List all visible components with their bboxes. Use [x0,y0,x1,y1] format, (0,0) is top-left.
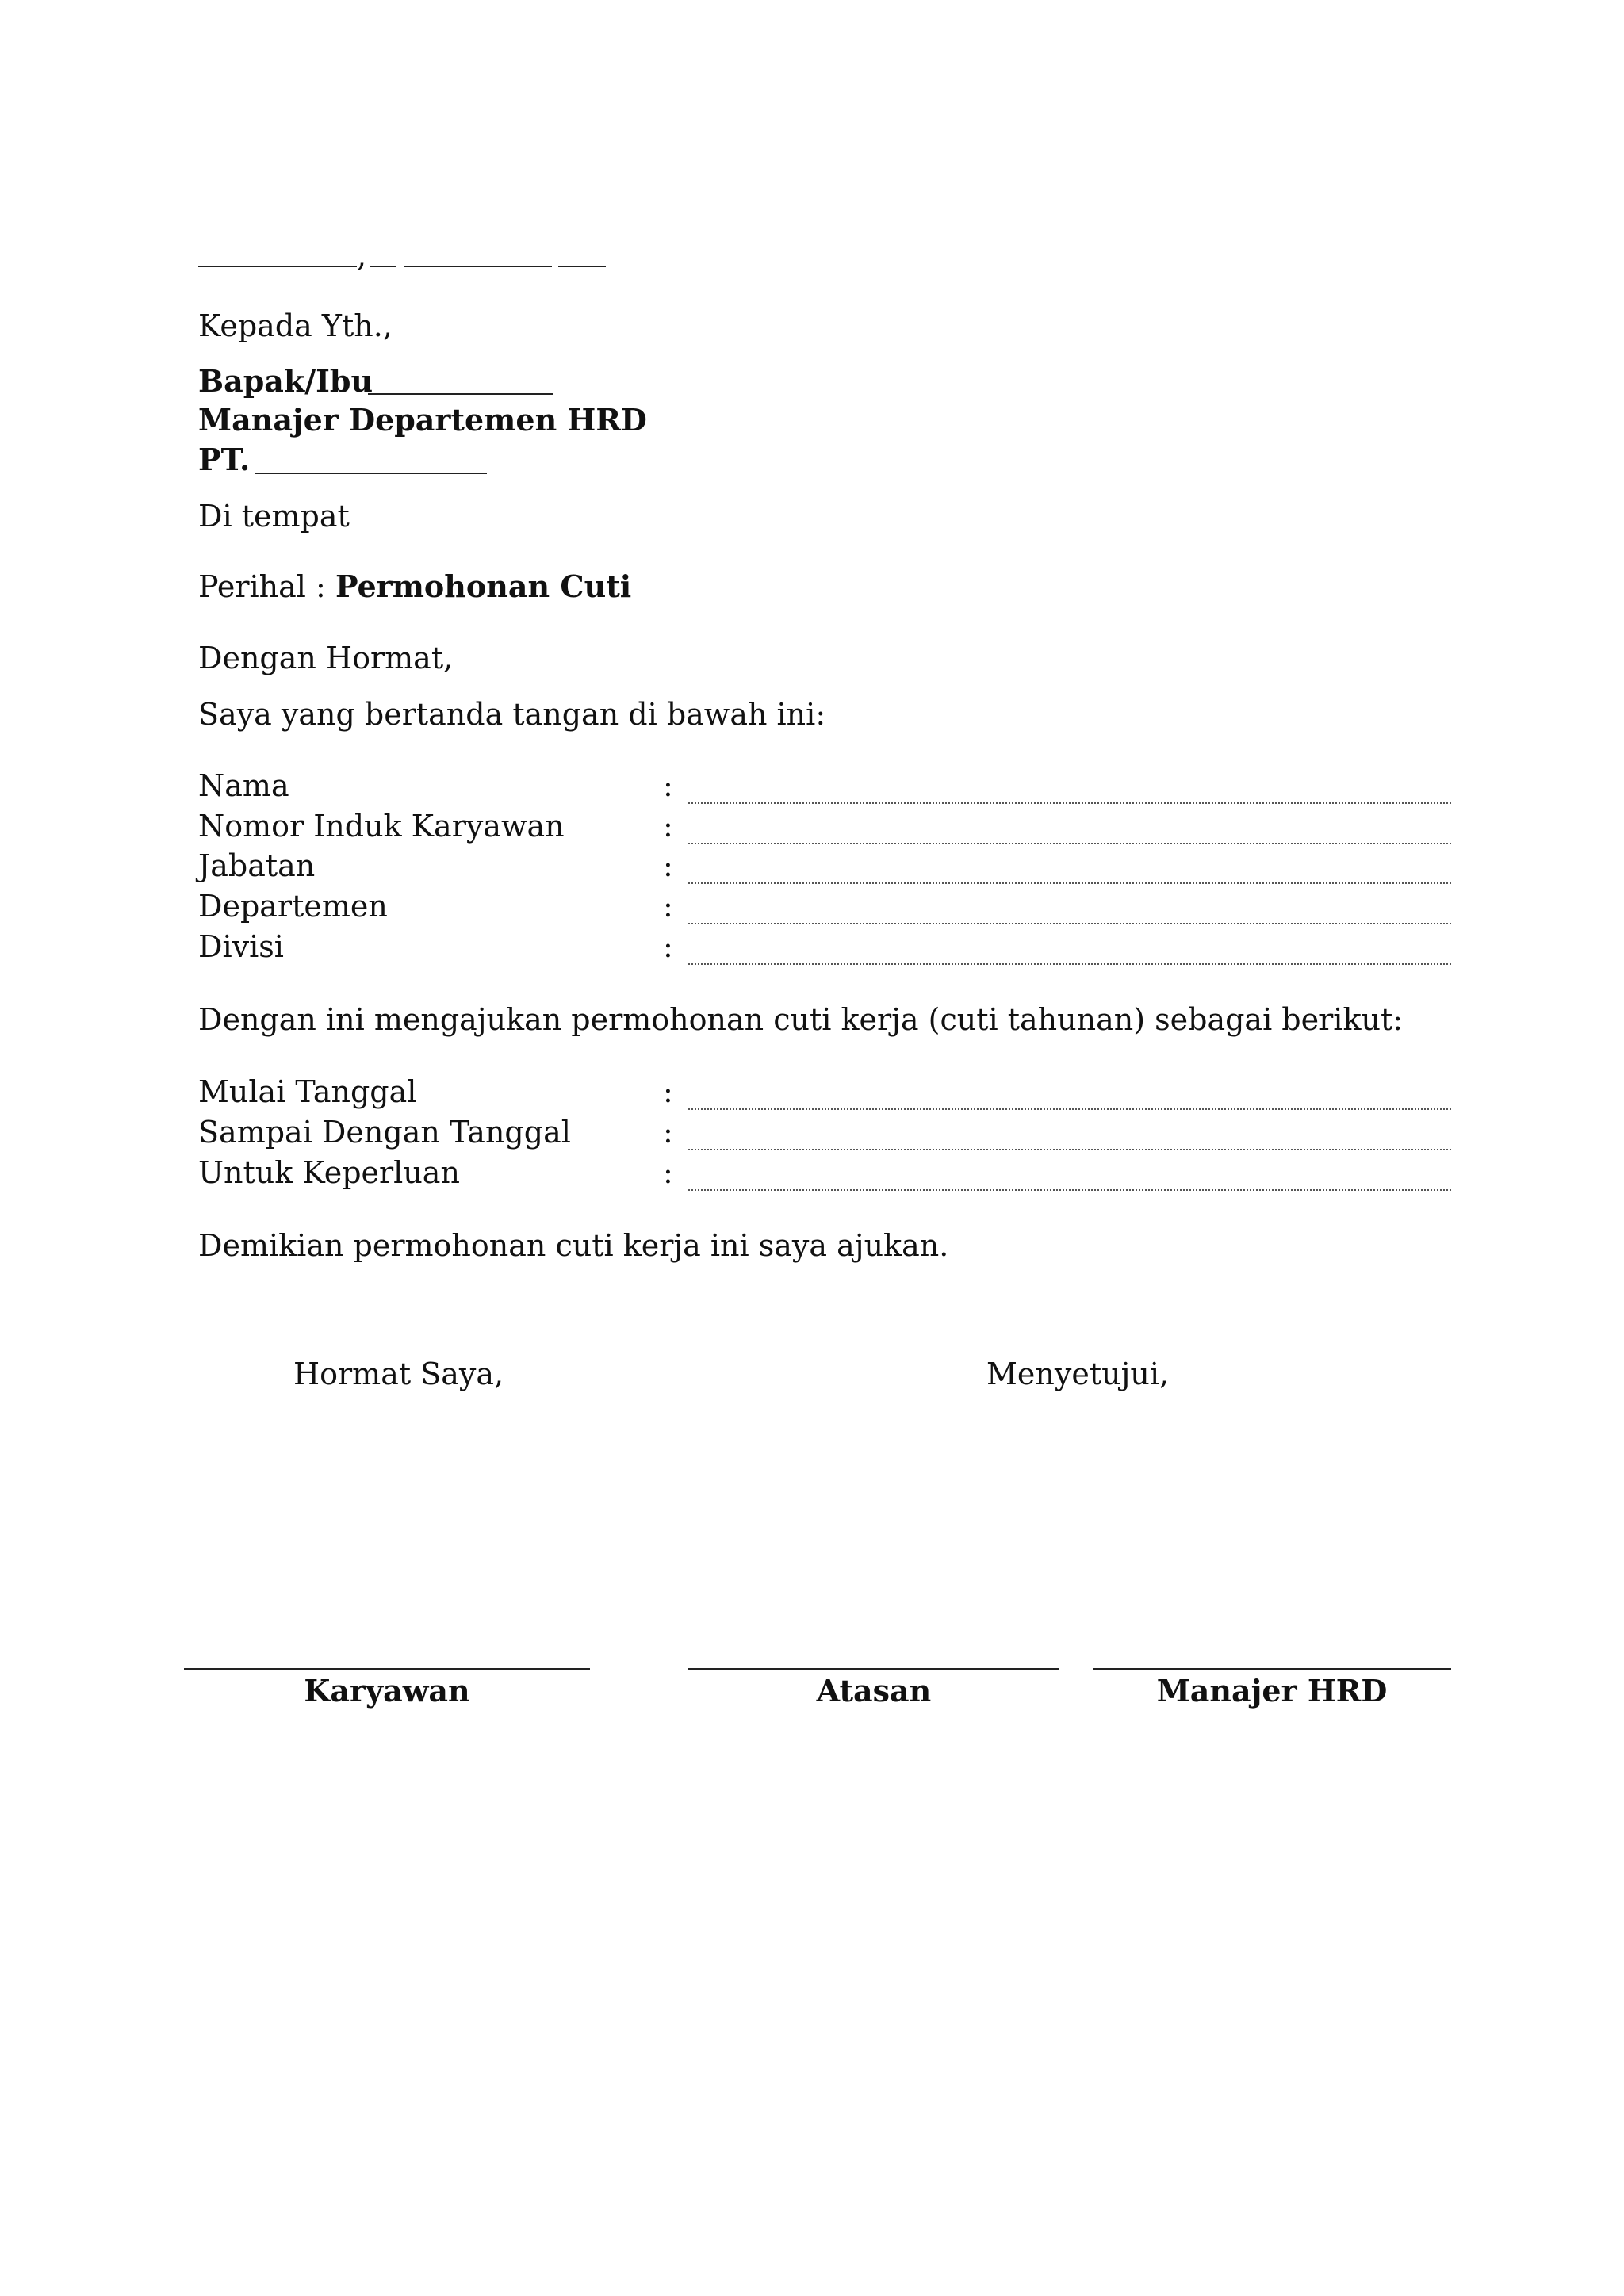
field-sep: : [663,1155,673,1190]
field-sep: : [663,889,673,924]
date-day-blank[interactable] [370,266,396,267]
intro-text: Saya yang bertanda tangan di bawah ini: [198,697,826,732]
field-label-divisi: Divisi [198,929,284,964]
request-text: Dengan ini mengajukan permohonan cuti kerja (cuti tahunan) sebagai berikut: [198,1002,1404,1037]
salutation: Kepada Yth., [198,308,393,343]
field-label-mulai: Mulai Tanggal [198,1074,417,1109]
field-input-jabatan[interactable] [688,882,1451,884]
signature-label-employee: Karyawan [304,1673,470,1709]
greeting: Dengan Hormat, [198,641,454,675]
company-name-blank[interactable] [255,473,487,474]
field-sep: : [663,1074,673,1109]
field-input-nama[interactable] [688,802,1451,804]
signature-line-supervisor[interactable] [688,1668,1059,1670]
subject-value: Permohonan Cuti [335,568,632,604]
field-input-keperluan[interactable] [688,1189,1451,1191]
company-prefix: PT. [198,442,251,477]
field-label-nik: Nomor Induk Karyawan [198,809,565,844]
signature-line-hr-manager[interactable] [1093,1668,1451,1670]
field-input-mulai[interactable] [688,1108,1451,1110]
field-label-departemen: Departemen [198,889,388,924]
recipient-place: Di tempat [198,499,350,534]
field-label-jabatan: Jabatan [198,848,316,883]
subject-line [198,568,632,604]
field-input-departemen[interactable] [688,923,1451,924]
field-sep: : [663,848,673,883]
subject-label: Perihal : [198,569,326,604]
field-sep: : [663,768,673,803]
recipient-name-prefix: Bapak/Ibu [198,363,373,399]
recipient-position: Manajer Departemen HRD [198,402,647,438]
sign-left-heading: Hormat Saya, [293,1357,504,1391]
field-sep: : [663,1115,673,1150]
field-sep: : [663,929,673,964]
closing-text: Demikian permohonan cuti kerja ini saya ajukan. [198,1228,949,1263]
date-year-blank[interactable] [558,266,606,267]
signature-label-hr-manager: Manajer HRD [1156,1673,1388,1709]
field-input-nik[interactable] [688,843,1451,844]
date-comma: , [357,239,367,274]
date-month-blank[interactable] [404,266,552,267]
signature-label-supervisor: Atasan [816,1673,932,1709]
field-label-keperluan: Untuk Keperluan [198,1155,460,1190]
recipient-name-blank[interactable] [368,393,553,395]
date-city-blank[interactable] [198,266,357,267]
signature-line-employee[interactable] [184,1668,590,1670]
sign-right-heading: Menyetujui, [986,1357,1170,1391]
field-input-sampai[interactable] [688,1149,1451,1150]
field-input-divisi[interactable] [688,963,1451,965]
field-label-nama: Nama [198,768,289,803]
field-sep: : [663,809,673,844]
field-label-sampai: Sampai Dengan Tanggal [198,1115,571,1150]
